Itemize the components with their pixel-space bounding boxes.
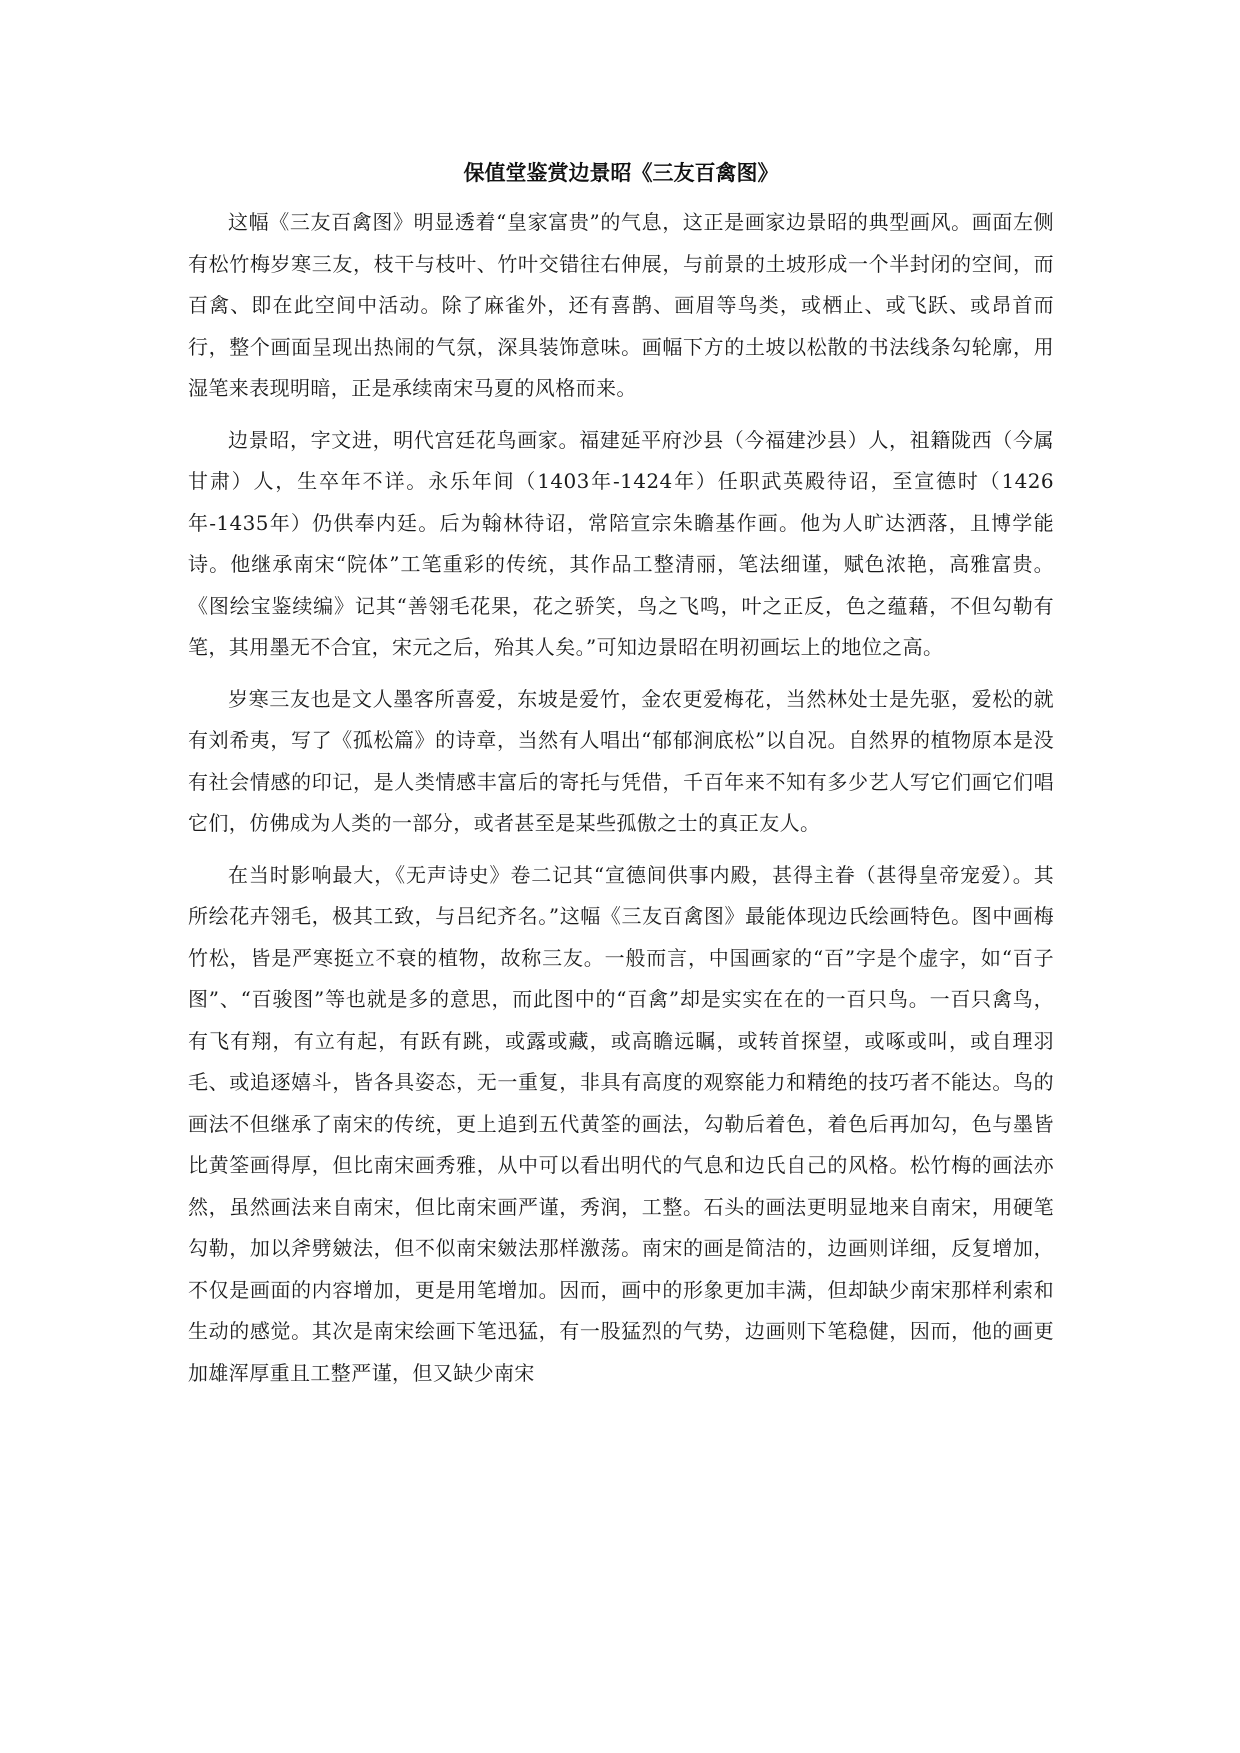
document-body [188, 158, 1054, 1404]
paragraph-biography: 边景昭，字文进，明代宫廷花鸟画家。福建延平府沙县（今福建沙县）人，祖籍陇西（今属甘肃）人，生卒年不详。永乐年间（1403年-1424年）任职武英殿待诏，至宣德时（1426年-1435年）仍供奉内廷。后为翰林待诏，常陪宣宗朱瞻基作画。他为人旷达洒落，且博学能诗。他继承南宋“院体”工笔重彩的传统，其作品工整清丽，笔法细谨，赋色浓艳，高雅富贵。《图绘宝鉴续编》记其“善翎毛花果，花之骄笑，鸟之飞鸣，叶之正反，色之蕴藉，不但勾勒有笔，其用墨无不合宜，宋元之后，殆其人矣。”可知边景昭在明初画坛上的地位之高。 [188, 427, 1054, 659]
paragraph-intro: 这幅《三友百禽图》明显透着“皇家富贵”的气息，这正是画家边景昭的典型画风。画面左侧有松竹梅岁寒三友，枝干与枝叶、竹叶交错往右伸展，与前景的土坡形成一个半封闭的空间，而百禽、即在此空间中活动。除了麻雀外，还有喜鹊、画眉等鸟类，或栖止、或飞跃、或昂首而行，整个画面呈现出热闹的气氛，深具装饰意味。画幅下方的土坡以松散的书法线条勾轮廓，用湿笔来表现明暗，正是承续南宋马夏的风格而来。 [188, 210, 1054, 400]
document-title: 保值堂鉴赏边景昭《三友百禽图》 [463, 161, 779, 185]
paragraph-three-friends: 岁寒三友也是文人墨客所喜爱，东坡是爱竹，金农更爱梅花，当然林处士是先驱，爱松的就有刘希夷，写了《孤松篇》的诗章，当然有人唱出“郁郁涧底松”以自况。自然界的植物原本是没有社会情感的印记，是人类情感丰富后的寄托与凭借，千百年来不知有多少艺人写它们画它们唱它们，仿佛成为人类的一部分，或者甚至是某些孤傲之士的真正友人。 [188, 686, 1054, 835]
paragraph-analysis: 在当时影响最大，《无声诗史》卷二记其“宣德间供事内殿，甚得主眷（甚得皇帝宠爱）。其所绘花卉翎毛，极其工致，与吕纪齐名。”这幅《三友百禽图》最能体现边氏绘画特色。图中画梅竹松，皆是严寒挺立不衰的植物，故称三友。一般而言，中国画家的“百”字是个虚字，如“百子图”、“百骏图”等也就是多的意思，而此图中的“百禽”却是实实在在的一百只鸟。一百只禽鸟，有飞有翔，有立有起，有跃有跳，或露或藏，或高瞻远瞩，或转首探望，或啄或叫，或自理羽毛、或追逐嬉斗，皆各具姿态，无一重复，非具有高度的观察能力和精绝的技巧者不能达。鸟的画法不但继承了南宋的传统，更上追到五代黄筌的画法，勾勒后着色，着色后再加勾，色与墨皆比黄筌画得厚，但比南宋画秀雅，从中可以看出明代的气息和边氏自己的风格。松竹梅的画法亦然，虽然画法来自南宋，但比南宋画严谨，秀润，工整。石头的画法更明显地来自南宋，用硬笔勾勒，加以斧劈皴法，但不似南宋皴法那样激荡。南宋的画是简洁的，边画则详细，反复增加，不仅是画面的内容增加，更是用笔增加。因而，画中的形象更加丰满，但却缺少南宋那样利索和生动的感觉。其次是南宋绘画下笔迅猛，有一股猛烈的气势，边画则下笔稳健，因而，他的画更加雄浑厚重且工整严谨，但又缺少南宋 [188, 862, 1054, 1385]
